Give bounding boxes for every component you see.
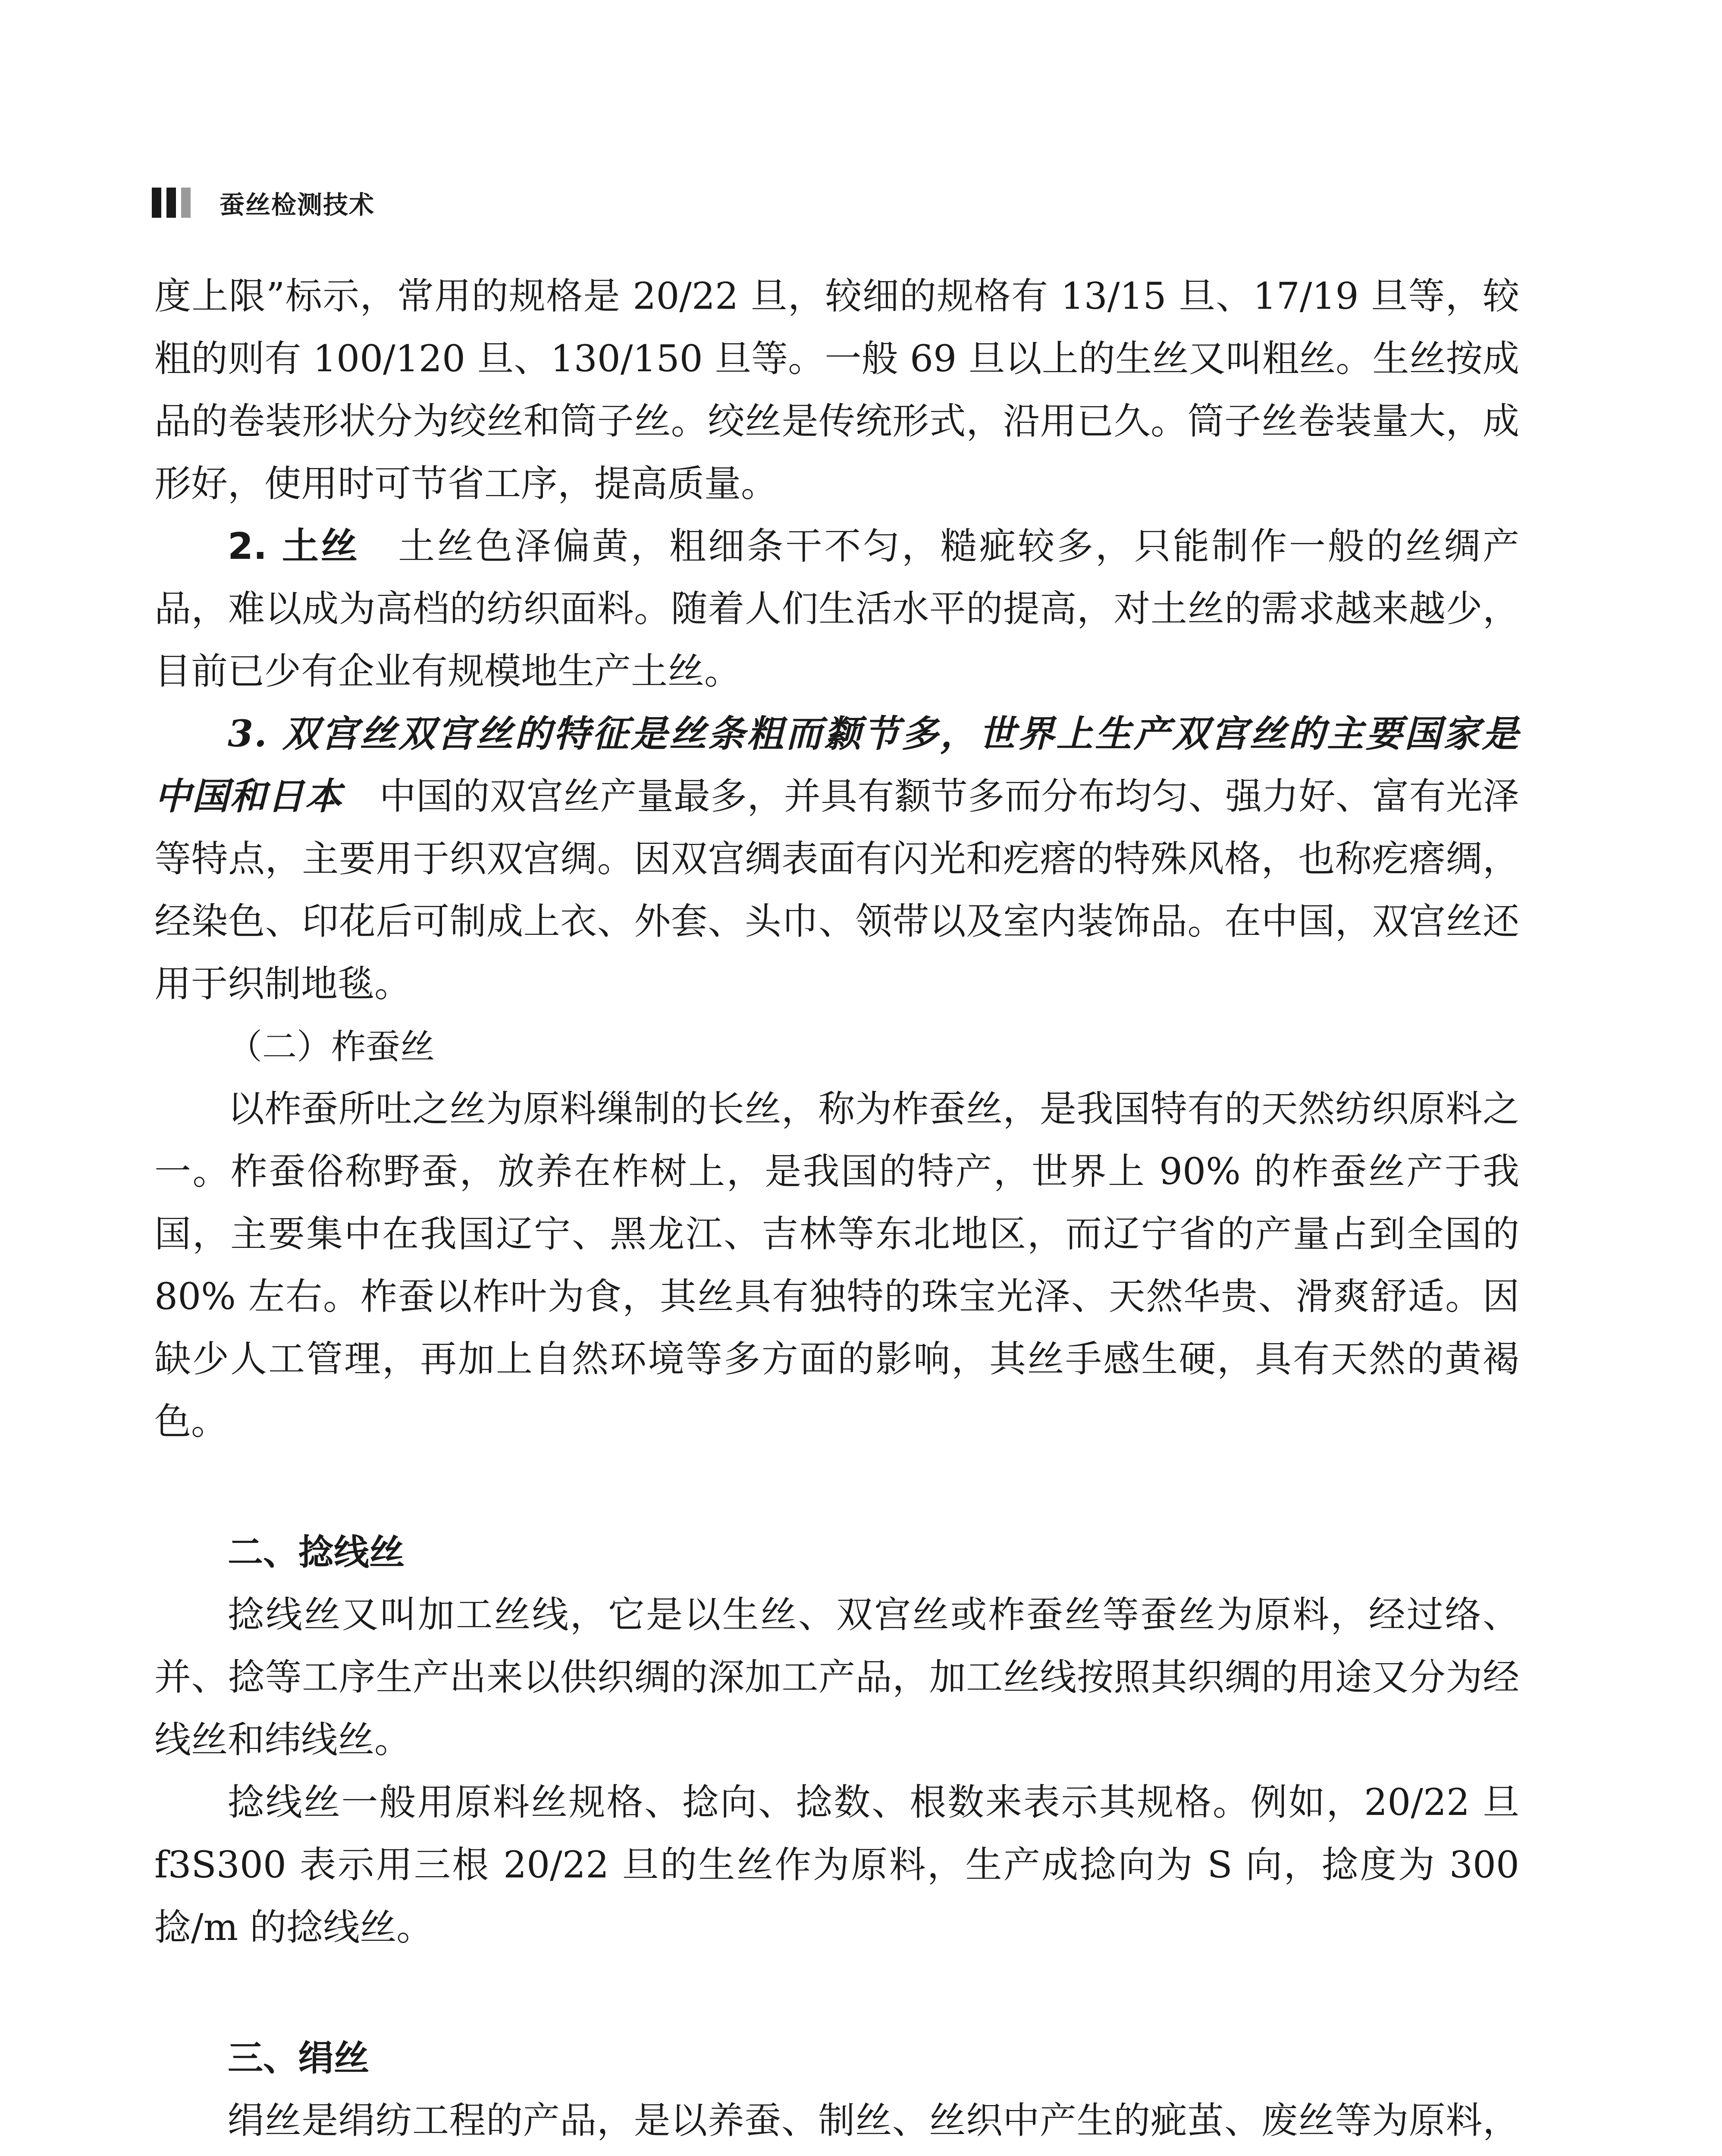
paragraph-zuocansi: 以柞蚕所吐之丝为原料缫制的长丝，称为柞蚕丝，是我国特有的天然纺织原料之一。柞蚕俗称野蚕，放养在柞树上，是我国的特产，世界上 90% 的柞蚕丝产于我国，主要集中在我国辽宁、黑龙江、吉林等东北地区，而辽宁省的产量占到全国的 80% 左右。柞蚕以柞叶为食，其丝具有独特的珠宝光泽、天然华贵、滑爽舒适。因缺少人工管理，再加上自然环境等多方面的影响，其丝手感生硬，具有天然的黄褐色。 xyxy=(154,1088,1519,1443)
paragraph-continued: 度上限”标示，常用的规格是 20/22 旦，较细的规格有 13/15 旦、17/19 旦等，较粗的则有 100/120 旦、130/150 旦等。一般 69 旦以上的生丝又叫粗丝。生丝按成品的卷装形状分为绞丝和筒子丝。绞丝是传统形式，沿用已久。筒子丝卷装量大，成形好，使用时可节省工序，提高质量。 xyxy=(154,275,1519,505)
paragraph-shuanggongsi xyxy=(154,703,1519,1015)
item-heading-shuanggongsi: 3. 双宫丝双宫丝的特征是丝条粗而颣节多，世界上生产双宫丝的主要国家是中国和日本 xyxy=(154,712,1519,818)
header-bar xyxy=(152,188,161,218)
header-bar xyxy=(166,188,176,218)
section-heading-juansi: 三、绢丝 xyxy=(228,2038,370,2079)
header-bars-icon xyxy=(152,188,196,218)
item-heading-tusi: 2. 土丝 xyxy=(228,525,360,568)
page-body xyxy=(154,265,1519,2156)
header-bar xyxy=(181,188,191,218)
book-title: 蚕丝检测技术 xyxy=(220,190,375,219)
sub-heading-zuocansi: （二）柞蚕丝 xyxy=(228,1027,435,1067)
paragraph-nianxiansi-1: 捻线丝又叫加工丝线，它是以生丝、双宫丝或柞蚕丝等蚕丝为原料，经过络、并、捻等工序生产出来以供织绸的深加工产品，加工丝线按照其织绸的用途又分为经线丝和纬线丝。 xyxy=(154,1594,1519,1761)
running-header xyxy=(152,185,375,220)
paragraph-text: 土丝色泽偏黄，粗细条干不匀，糙疵较多，只能制作一般的丝绸产品，难以成为高档的纺织面料。随着人们生活水平的提高，对土丝的需求越来越少，目前已少有企业有规模地生产土丝。 xyxy=(154,525,1519,693)
paragraph-tusi xyxy=(154,515,1519,703)
section-heading-nianxiansi: 二、捻线丝 xyxy=(228,1532,405,1573)
paragraph-nianxiansi-2: 捻线丝一般用原料丝规格、捻向、捻数、根数来表示其规格。例如，20/22 旦 f3S300 表示用三根 20/22 旦的生丝作为原料，生产成捻向为 S 向，捻度为 300 捻/m 的捻线丝。 xyxy=(154,1781,1519,1949)
paragraph-juansi: 绢丝是绢纺工程的产品，是以养蚕、制丝、丝织中产生的疵茧、废丝等为原料， xyxy=(228,2100,1519,2142)
paragraph-text: 中国的双宫丝产量最多，并具有颣节多而分布均匀、强力好、富有光泽等特点，主要用于织双宫绸。因双宫绸表面有闪光和疙瘩的特殊风格，也称疙瘩绸，经染色、印花后可制成上衣、外套、头巾、领带以及室内装饰品。在中国，双宫丝还用于织制地毯。 xyxy=(154,775,1519,1006)
